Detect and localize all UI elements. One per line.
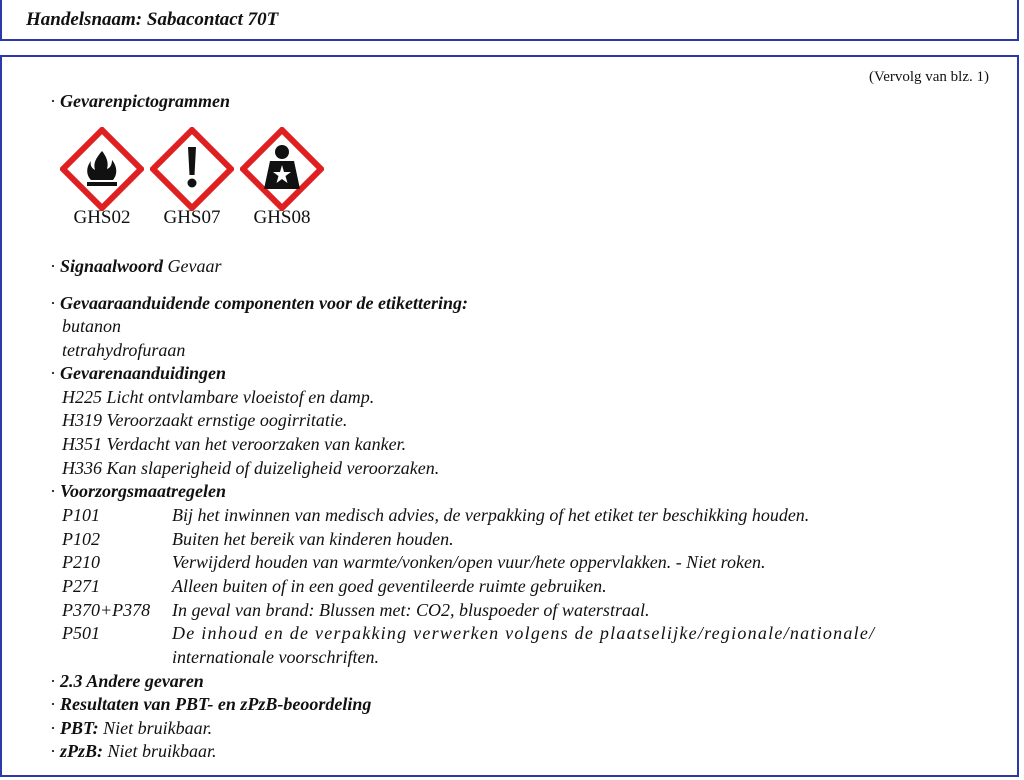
precaution-code: P102 <box>62 529 100 549</box>
hazard-statement: H351 Verdacht van het veroorzaken van kanker. <box>62 434 407 454</box>
ghs07-label: GHS07 <box>163 207 221 228</box>
zpzb-result: · zPzB: Niet bruikbaar. <box>50 741 217 761</box>
pbt-result: · PBT: Niet bruikbaar. <box>50 718 213 738</box>
ghs02-label: GHS02 <box>73 207 131 228</box>
component-item: tetrahydrofuraan <box>62 340 186 360</box>
flame-icon <box>60 127 144 211</box>
main-section <box>0 55 1019 777</box>
ghs08-label: GHS08 <box>253 207 311 228</box>
trade-name-title: Handelsnaam: Sabacontact 70T <box>26 9 279 30</box>
hazard-heading: · Gevarenaanduidingen <box>50 363 227 383</box>
precaution-code: P210 <box>62 552 100 572</box>
precaution-text: Buiten het bereik van kinderen houden. <box>172 529 454 549</box>
precaution-code: P271 <box>62 576 100 596</box>
components-heading: · Gevaaraanduidende componenten voor de etikettering: <box>50 293 468 313</box>
health-hazard-icon <box>240 127 324 211</box>
precaution-text: Bij het inwinnen van medisch advies, de verpakking of het etiket ter beschikking houden. <box>172 505 810 525</box>
continued-note: (Vervolg van blz. 1) <box>869 69 989 85</box>
hazard-statement: H319 Veroorzaakt ernstige oogirritatie. <box>62 410 348 430</box>
pictograms-heading: · Gevarenpictogrammen <box>50 91 230 111</box>
precaution-text-continued: internationale voorschriften. <box>172 647 379 667</box>
precaution-heading: · Voorzorgsmaatregelen <box>50 481 227 501</box>
hazard-statement: H336 Kan slaperigheid of duizeligheid veroorzaken. <box>62 458 440 478</box>
precaution-code: P101 <box>62 505 100 525</box>
precaution-code: P501 <box>62 623 100 643</box>
precaution-text: Verwijderd houden van warmte/vonken/open vuur/hete oppervlakken. - Niet roken. <box>172 552 766 572</box>
hazard-statement: H225 Licht ontvlambare vloeistof en damp. <box>62 387 375 407</box>
signal-word: · Signaalwoord Gevaar <box>50 256 222 276</box>
precaution-code: P370+P378 <box>62 600 151 620</box>
precaution-text: Alleen buiten of in een goed geventileerde ruimte gebruiken. <box>172 576 607 596</box>
header-box <box>0 0 1019 41</box>
other-hazards-heading: · 2.3 Andere gevaren <box>50 671 204 691</box>
component-item: butanon <box>62 316 122 336</box>
exclamation-icon <box>150 127 234 211</box>
pbt-heading: · Resultaten van PBT- en zPzB-beoordeling <box>50 694 372 714</box>
precaution-text: In geval van brand: Blussen met: CO2, bluspoeder of waterstraal. <box>172 600 650 620</box>
precaution-text: De inhoud en de verpakking verwerken volgens de plaatselijke/regionale/nationale/ <box>172 623 876 643</box>
